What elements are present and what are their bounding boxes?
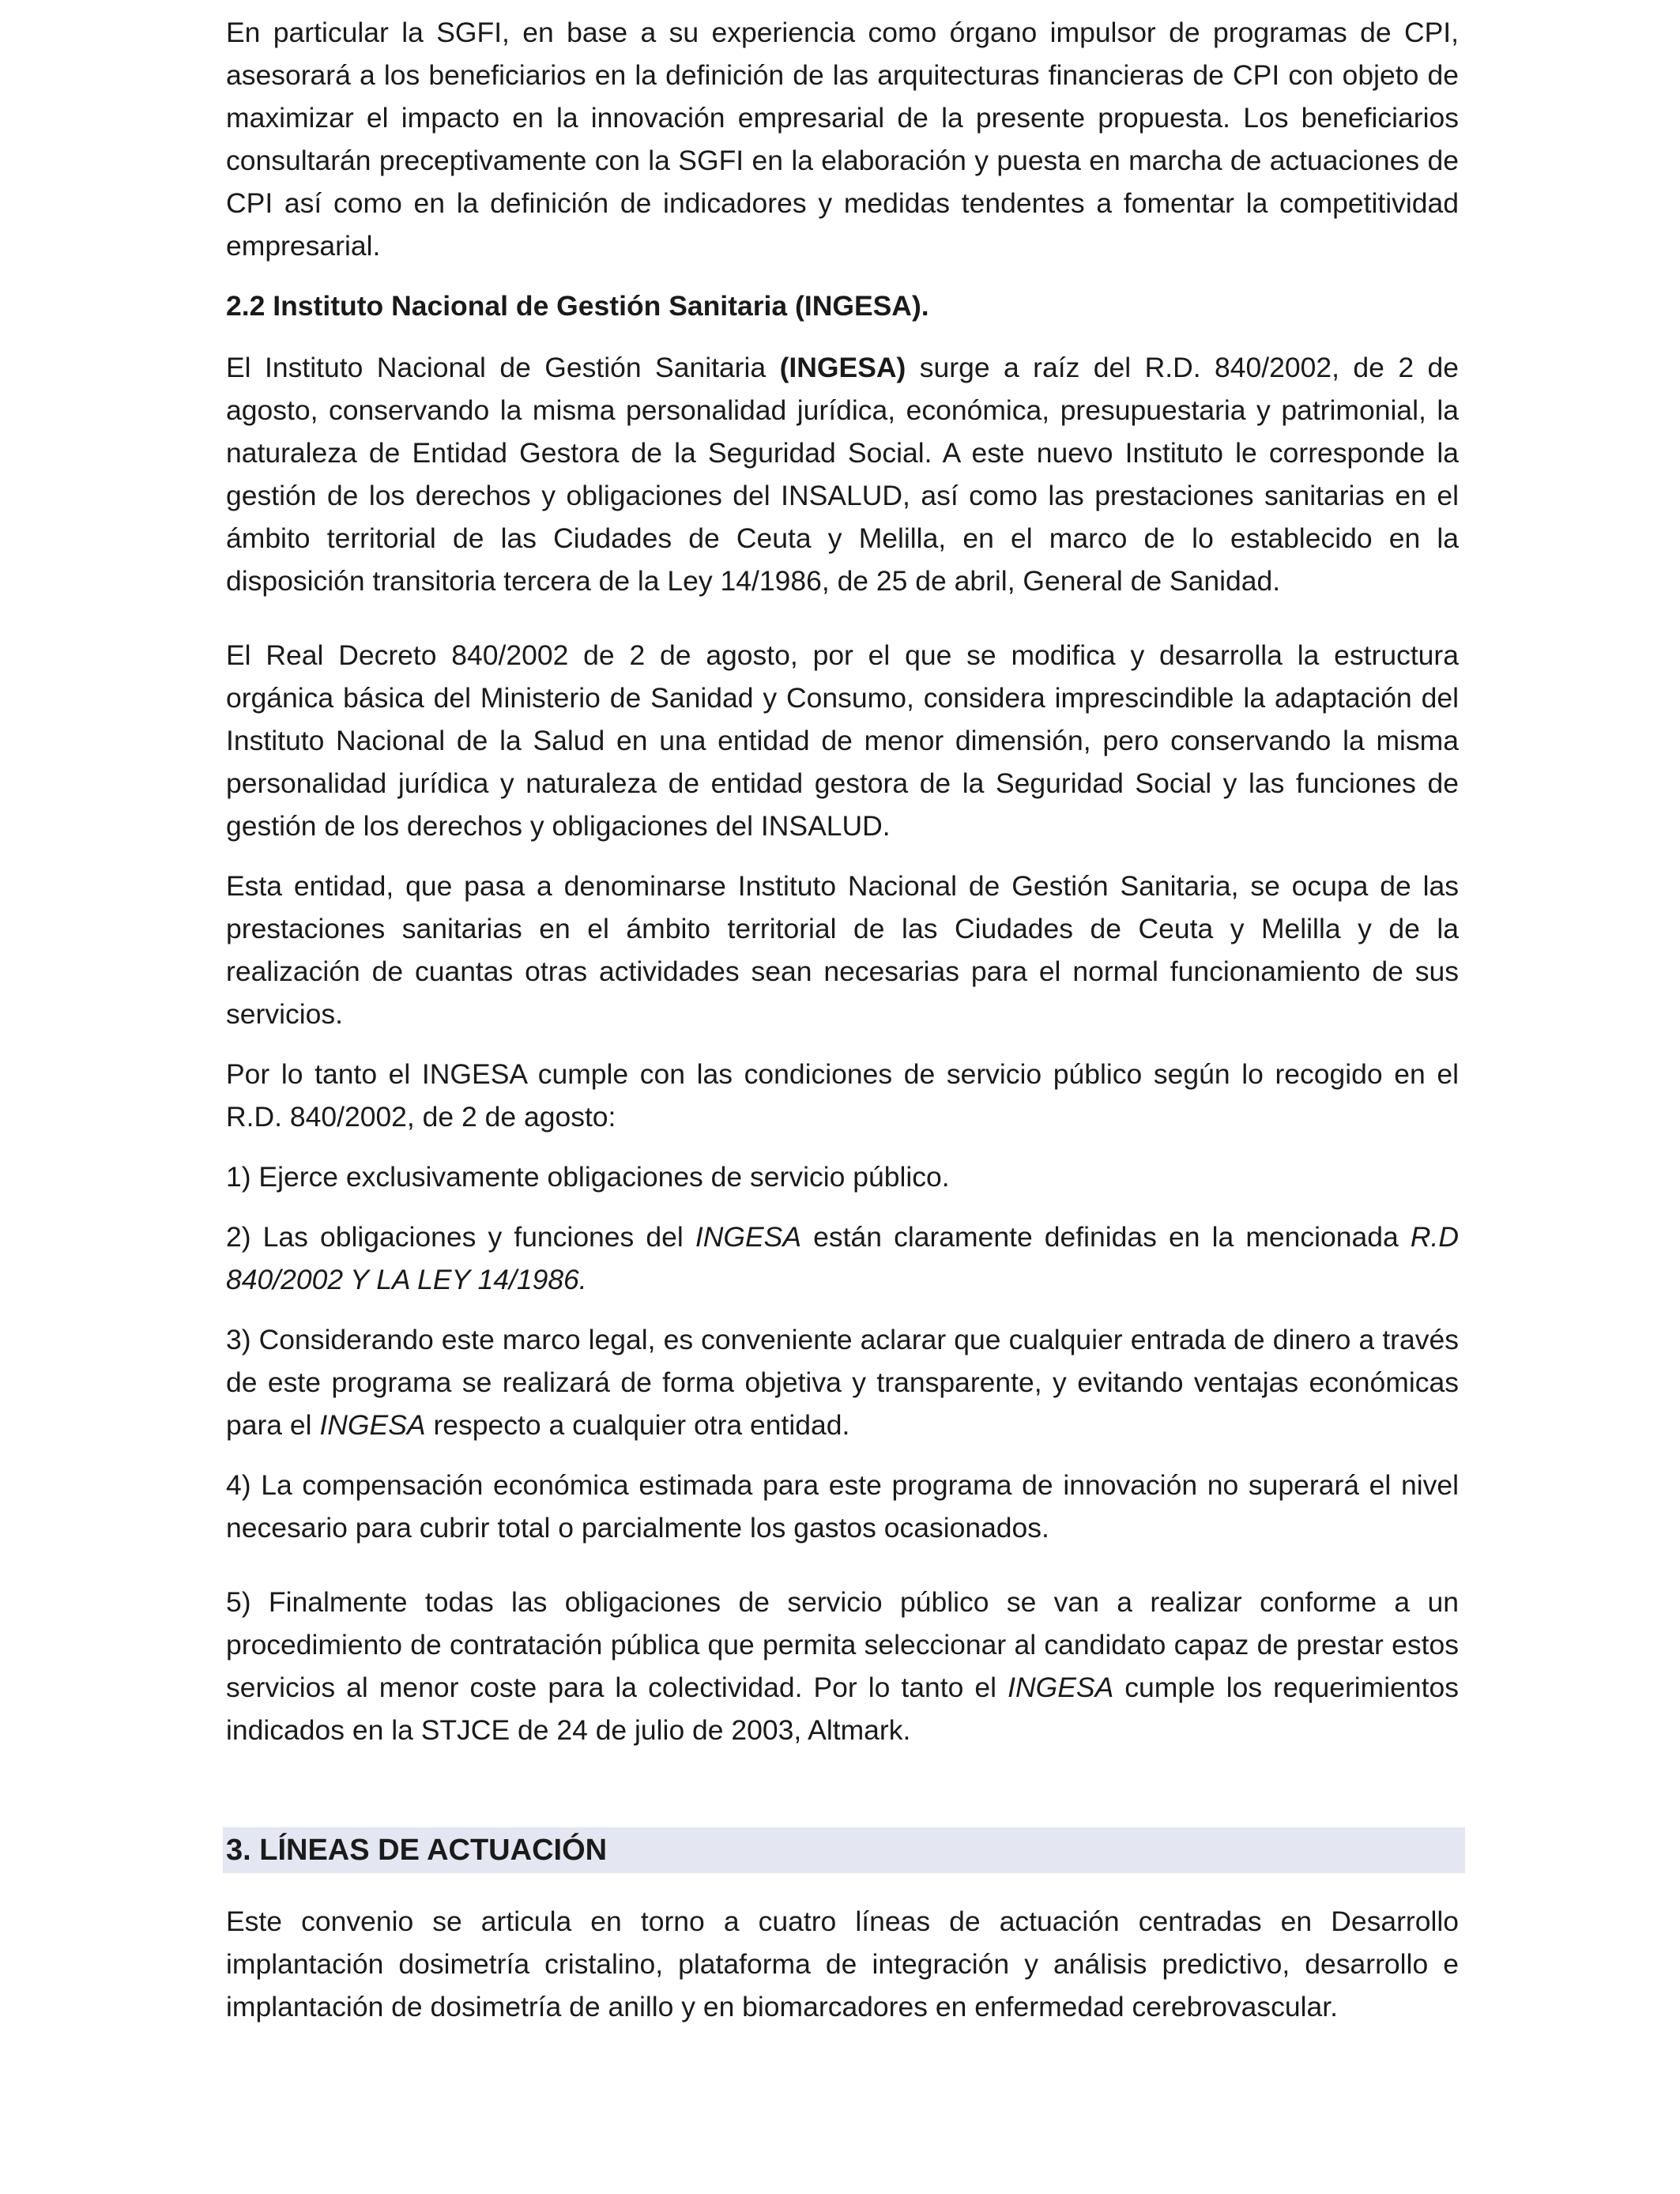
ingesa-paragraph-3: Esta entidad, que pasa a denominarse Instituto Nacional de Gestión Sanitaria, se ocupa de las prestaciones sanitarias en el ámbito territorial de las Ciudades de Ceuta y Melilla y de la realización de cuantas otras actividades sean necesarias para el normal funcionamiento de sus servicios. — [226, 870, 1459, 1030]
item3-text-a: 3) Considerando este marco legal, es conveniente aclarar que cualquier entrada de dinero a través de este programa se realizará de forma objetiva y transparente, y evitando ventajas económicas para el — [226, 1324, 1459, 1441]
item5-text-c: cumple los requerimientos indicados en la STJCE de 24 de julio de 2003, Altmark. — [226, 1672, 1459, 1746]
p1-ingesa-bold: (INGESA) — [779, 352, 906, 383]
item3-ingesa-italic: INGESA — [319, 1409, 426, 1441]
item2-law-italic: R.D 840/2002 Y LA LEY 14/1986. — [226, 1221, 1459, 1295]
item5-ingesa-italic: INGESA — [1008, 1672, 1114, 1703]
list-item-3 — [226, 1318, 1459, 1446]
item5-text-a: 5) Finalmente todas las obligaciones de servicio público se van a realizar conforme a un procedimiento de contratación pública que permita seleccionar al candidato capaz de prestar estos servicios al menor coste para la colectividad. Por lo tanto el — [226, 1586, 1459, 1703]
item2-text-c: están claramente definidas en la mencionada — [801, 1221, 1411, 1253]
section-3-paragraph: Este convenio se articula en torno a cuatro líneas de actuación centradas en Desarrollo implantación dosimetría cristalino, plataforma de integración y análisis predictivo, desarrollo e implantación de dosimetría de anillo y en biomarcadores en enfermedad cerebrovascular. — [226, 1906, 1459, 2022]
list-item-5 — [226, 1581, 1459, 1751]
item2-text-a: 2) Las obligaciones y funciones del — [226, 1221, 695, 1253]
intro-paragraph: En particular la SGFI, en base a su experiencia como órgano impulsor de programas de CPI, asesorará a los beneficiarios en la definición de las arquitecturas financieras de CPI con objeto de maximizar el impacto en la innovación empresarial de la presente propuesta. Los beneficiarios consultarán preceptivamente con la SGFI en la elaboración y puesta en marcha de actuaciones de CPI así como en la definición de indicadores y medidas tendentes a fomentar la competitividad empresarial. — [226, 17, 1459, 262]
ingesa-paragraph-2: El Real Decreto 840/2002 de 2 de agosto, por el que se modifica y desarrolla la estructura orgánica básica del Ministerio de Sanidad y Consumo, considera imprescindible la adaptación del Instituto Nacional de la Salud en una entidad de menor dimensión, pero conservando la misma personalidad jurídica y naturaleza de entidad gestora de la Seguridad Social y las funciones de gestión de los derechos y obligaciones del INSALUD. — [226, 639, 1459, 842]
p1-text-a: El Instituto Nacional de Gestión Sanitaria — [226, 352, 780, 383]
list-item-4: 4) La compensación económica estimada para este programa de innovación no superará el nivel necesario para cubrir total o parcialmente los gastos ocasionados. — [226, 1469, 1459, 1544]
ingesa-paragraph-1 — [226, 346, 1459, 602]
section-3-heading: 3. LÍNEAS DE ACTUACIÓN — [223, 1827, 1465, 1873]
item2-ingesa-italic: INGESA — [695, 1221, 802, 1253]
subsection-title: 2.2 Instituto Nacional de Gestión Sanitaria (INGESA). — [226, 290, 929, 322]
list-item-2 — [226, 1216, 1459, 1301]
list-item-1: 1) Ejerce exclusivamente obligaciones de servicio público. — [226, 1161, 950, 1193]
document-page — [226, 11, 1459, 2045]
p1-text-c: surge a raíz del R.D. 840/2002, de 2 de agosto, conservando la misma personalidad jurídica, económica, presupuestaria y patrimonial, la naturaleza de Entidad Gestora de la Seguridad Social. A este nuevo Instituto le corresponde la gestión de los derechos y obligaciones del INSALUD, así como las prestaciones sanitarias en el ámbito territorial de las Ciudades de Ceuta y Melilla, en el marco de lo establecido en la disposición transitoria tercera de la Ley 14/1986, de 25 de abril, General de Sanidad. — [226, 352, 1459, 597]
ingesa-paragraph-4: Por lo tanto el INGESA cumple con las condiciones de servicio público según lo recogido en el R.D. 840/2002, de 2 de agosto: — [226, 1058, 1459, 1133]
item3-text-c: respecto a cualquier otra entidad. — [425, 1409, 850, 1441]
